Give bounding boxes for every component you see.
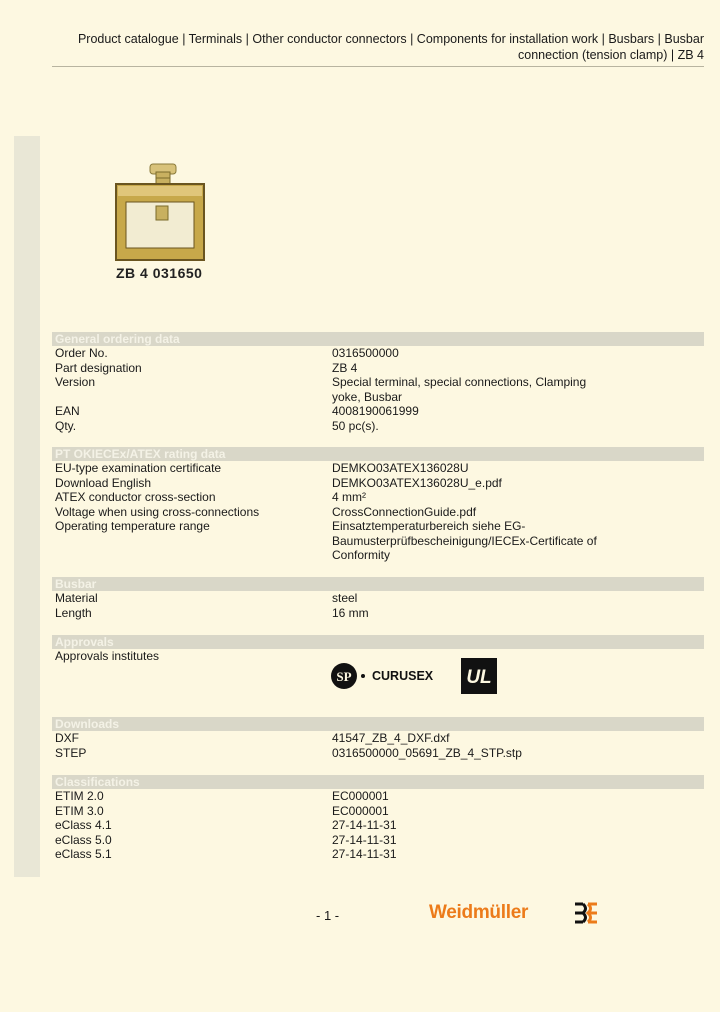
row-label: Material — [55, 591, 98, 605]
table-row — [52, 490, 704, 505]
row-value: DEMKO03ATEX136028U — [332, 461, 469, 475]
row-label: Version — [55, 375, 96, 389]
breadcrumb-line-2: connection (tension clamp) | ZB 4 — [518, 48, 704, 62]
brand-name: Weidmüller — [429, 902, 529, 923]
csa-logo-text: SP — [336, 669, 352, 684]
section-atex-rating — [52, 447, 704, 563]
table-row — [52, 731, 704, 746]
row-value: 27-14-11-31 — [332, 818, 397, 832]
row-value: 4 mm² — [332, 490, 366, 504]
section-header: PT OKIECEx/ATEX rating data — [52, 447, 704, 461]
row-value: 16 mm — [332, 605, 369, 620]
section-header: Busbar — [52, 577, 704, 591]
row-label: ETIM 2.0 — [55, 789, 104, 803]
ul-logo-icon — [461, 658, 497, 694]
table-row — [52, 833, 704, 848]
breadcrumb-line-1: Product catalogue | Terminals | Other conductor connectors | Components for installation work | Busbars | Busbar — [77, 32, 704, 46]
table-row — [52, 461, 704, 476]
table-row — [52, 476, 704, 491]
row-label: ETIM 3.0 — [55, 803, 104, 818]
section-header: Approvals — [52, 635, 704, 649]
table-row — [52, 804, 704, 819]
row-value: 27-14-11-31 — [332, 832, 397, 847]
page-number: - 1 - — [316, 908, 340, 923]
approval-logos — [330, 654, 530, 698]
row-label: Approvals institutes — [55, 649, 160, 663]
breadcrumb-divider — [52, 66, 704, 67]
row-label: DXF — [55, 731, 79, 745]
row-label: STEP — [55, 745, 87, 760]
row-label: Part designation — [55, 360, 142, 375]
table-row — [52, 789, 704, 804]
table-row — [52, 519, 704, 563]
download-link[interactable]: CrossConnectionGuide.pdf — [332, 504, 477, 519]
section-classifications — [52, 775, 704, 862]
table-row — [52, 346, 704, 361]
table-row — [52, 606, 704, 621]
table-row — [52, 746, 704, 761]
section-header: General ordering data — [52, 332, 704, 346]
row-value: 0316500000 — [332, 346, 399, 360]
table-row — [52, 419, 704, 434]
table-row — [52, 505, 704, 520]
row-label: eClass 5.1 — [55, 847, 112, 861]
row-label: ATEX conductor cross-section — [55, 490, 216, 504]
row-label: EAN — [55, 404, 80, 418]
table-row — [52, 361, 704, 376]
weidmuller-mark-icon — [572, 901, 600, 925]
product-image-caption: ZB 4 031650 — [116, 265, 203, 281]
row-label: Length — [55, 605, 92, 620]
row-label: Operating temperature range — [55, 519, 210, 533]
side-band — [14, 136, 40, 877]
row-value: Einsatztemperaturbereich siehe EG-Baumusterprüfbescheinigung/IECEx-Certificate of Conformity — [332, 519, 597, 562]
section-downloads — [52, 717, 704, 760]
download-link[interactable]: 0316500000_05691_ZB_4_STP.stp — [332, 745, 522, 760]
csa-logo-icon — [331, 663, 365, 689]
row-label: eClass 4.1 — [55, 818, 112, 832]
table-row — [52, 847, 704, 862]
section-header: Downloads — [52, 717, 704, 731]
row-value: EC000001 — [332, 789, 389, 803]
row-label: Download English — [55, 475, 152, 490]
section-general-ordering — [52, 332, 704, 433]
row-value: ZB 4 — [332, 360, 358, 375]
row-value: 27-14-11-31 — [332, 847, 397, 861]
row-value: 50 pc(s). — [332, 418, 379, 433]
row-value: Special terminal, special connections, Clamping yoke, Busbar — [332, 375, 587, 404]
product-image — [112, 158, 222, 263]
breadcrumb — [52, 31, 704, 63]
row-value: EC000001 — [332, 803, 389, 818]
row-value: 4008190061999 — [332, 404, 419, 418]
table-row — [52, 375, 704, 404]
row-label: Voltage when using cross-connections — [55, 504, 260, 519]
row-label: Qty. — [55, 418, 77, 433]
download-link[interactable]: DEMKO03ATEX136028U_e.pdf — [332, 475, 502, 490]
download-link[interactable]: 41547_ZB_4_DXF.dxf — [332, 731, 450, 745]
row-value: steel — [332, 591, 358, 605]
section-header: Classifications — [52, 775, 704, 789]
row-label: EU-type examination certificate — [55, 461, 222, 475]
table-row — [52, 404, 704, 419]
row-label: eClass 5.0 — [55, 832, 112, 847]
table-row — [52, 591, 704, 606]
curusex-logo: CURUSEX — [372, 669, 434, 683]
row-label: Order No. — [55, 346, 108, 360]
table-row — [52, 818, 704, 833]
section-busbar — [52, 577, 704, 620]
ul-logo-text: UL — [466, 667, 492, 688]
